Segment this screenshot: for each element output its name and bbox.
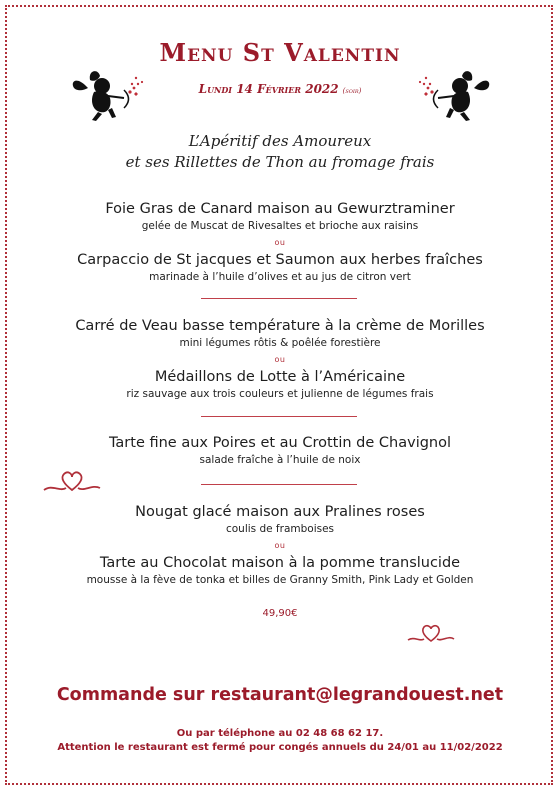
or-separator: ou <box>274 238 286 247</box>
heart-ribbon-icon <box>406 620 456 646</box>
phone-line: Ou par téléphone au 02 48 68 62 17. <box>176 728 384 739</box>
date-text: Lundi 14 Février 2022 <box>198 82 339 96</box>
section-divider <box>201 416 357 417</box>
main-2-desc: riz sauvage aux trois couleurs et julienne de légumes frais <box>126 388 434 400</box>
dessert-1-name: Nougat glacé maison aux Pralines roses <box>135 504 425 520</box>
or-separator: ou <box>274 355 286 364</box>
closure-notice: Attention le restaurant est fermé pour congés annuels du 24/01 au 11/02/2022 <box>57 742 503 753</box>
menu-price: 49,90€ <box>262 608 298 619</box>
cheese-desc: salade fraîche à l’huile de noix <box>199 454 361 466</box>
main-2-name: Médaillons de Lotte à l’Américaine <box>154 369 406 385</box>
aperitif-line-2: et ses Rillettes de Thon au fromage frais <box>125 153 435 171</box>
main-1-desc: mini légumes rôtis & poêlée forestière <box>179 337 381 349</box>
starter-2-desc: marinade à l’huile d’olives et au jus de citron vert <box>149 271 411 283</box>
main-1-name: Carré de Veau basse température à la crème de Morilles <box>75 318 485 334</box>
cupid-icon <box>414 66 494 122</box>
dessert-2-name: Tarte au Chocolat maison à la pomme translucide <box>99 555 461 571</box>
dessert-1-desc: coulis de framboises <box>225 523 335 535</box>
starter-1-desc: gelée de Muscat de Rivesaltes et brioche aux raisins <box>141 220 419 232</box>
date-note: (soir) <box>342 87 362 95</box>
starter-2-name: Carpaccio de St jacques et Saumon aux herbes fraîches <box>77 252 483 268</box>
cheese-name: Tarte fine aux Poires et au Crottin de Chavignol <box>108 435 452 451</box>
order-email-line: Commande sur restaurant@legrandouest.net <box>56 685 504 705</box>
starter-1-name: Foie Gras de Canard maison au Gewurztraminer <box>105 201 455 217</box>
section-divider <box>201 484 357 485</box>
section-divider <box>201 298 357 299</box>
dessert-2-desc: mousse à la fève de tonka et billes de Granny Smith, Pink Lady et Golden <box>86 574 474 586</box>
aperitif-line-1: L’Apéritif des Amoureux <box>188 132 372 150</box>
heart-ribbon-icon <box>42 466 102 496</box>
or-separator: ou <box>274 541 286 550</box>
menu-title: Menu St Valentin <box>159 38 401 67</box>
cupid-icon <box>68 66 148 122</box>
